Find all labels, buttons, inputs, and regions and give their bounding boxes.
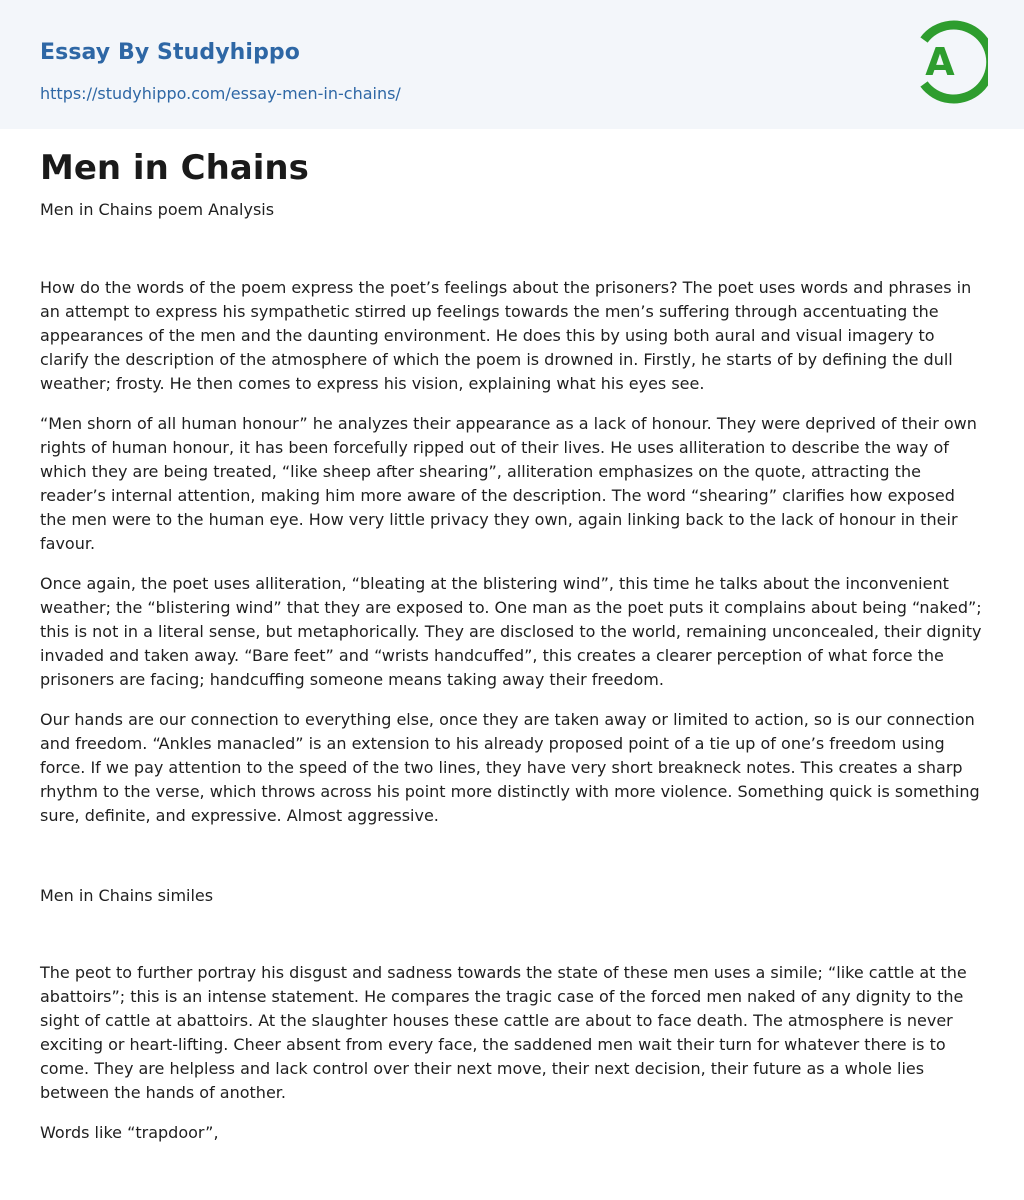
studyhippo-logo-icon[interactable] — [912, 18, 988, 106]
section-heading: Men in Chains similes — [40, 886, 214, 905]
paragraph: “Men shorn of all human honour” he analyzes their appearance as a lack of honour. They were deprived of their own rights of human honour, it has been forcefully ripped out of their lives. He uses alliteration to describe the way of which they are being treated, “like sheep after shearing”, alliteration emphasizes on the quote, attracting the reader’s internal attention, making him more aware of the description. The word “shearing” clarifies how exposed the men were to the human eye. How very little privacy they own, again linking back to the lack of honour in their favour. — [40, 414, 977, 553]
paragraph: Our hands are our connection to everything else, once they are taken away or limited to action, so is our connection and freedom. “Ankles manacled” is an extension to his already proposed point of a tie up of one’s freedom using force. If we pay attention to the speed of the two lines, they have very short breakneck notes. This creates a sharp rhythm to the verse, which throws across his point more distinctly with more violence. Something quick is something sure, definite, and expressive. Almost aggressive. — [40, 710, 980, 825]
paragraph: The peot to further portray his disgust and sadness towards the state of these men uses a simile; “like cattle at the abattoirs”; this is an intense statement. He compares the tragic case of the forced men naked of any dignity to the sight of cattle at abattoirs. At the slaughter houses these cattle are about to face death. The atmosphere is never exciting or heart-lifting. Cheer absent from every face, the saddened men wait their turn for whatever there is to come. They are helpless and lack control over their next move, their next decision, their future as a whole lies between the hands of another. — [40, 963, 967, 1102]
page-subtitle: Men in Chains poem Analysis — [40, 200, 275, 219]
page-title: Men in Chains — [40, 148, 309, 188]
article-body — [40, 129, 984, 1145]
essay-url-link[interactable]: https://studyhippo.com/essay-men-in-chains/ — [40, 84, 401, 103]
paragraph: Words like “trapdoor”, — [40, 1123, 219, 1142]
paragraph: Once again, the poet uses alliteration, “bleating at the blistering wind”, this time he talks about the inconvenient weather; the “blistering wind” that they are exposed to. One man as the poet puts it complains about being “naked”; this is not in a literal sense, but metaphorically. They are disclosed to the world, remaining unconcealed, their dignity invaded and taken away. “Bare feet” and “wrists handcuffed”, this creates a clearer perception of what force the prisoners are facing; handcuffing someone means taking away their freedom. — [40, 574, 982, 689]
paragraph: How do the words of the poem express the poet’s feelings about the prisoners? The poet uses words and phrases in an attempt to express his sympathetic stirred up feelings towards the men’s suffering through accentuating the appearances of the men and the daunting environment. He does this by using both aural and visual imagery to clarify the description of the atmosphere of which the poem is drowned in. Firstly, he starts of by defining the dull weather; frosty. He then comes to express his vision, explaining what his eyes see. — [40, 278, 972, 393]
logo-letter: A — [925, 40, 955, 84]
brand-title[interactable]: Essay By Studyhippo — [40, 40, 300, 65]
site-header — [0, 0, 1024, 129]
